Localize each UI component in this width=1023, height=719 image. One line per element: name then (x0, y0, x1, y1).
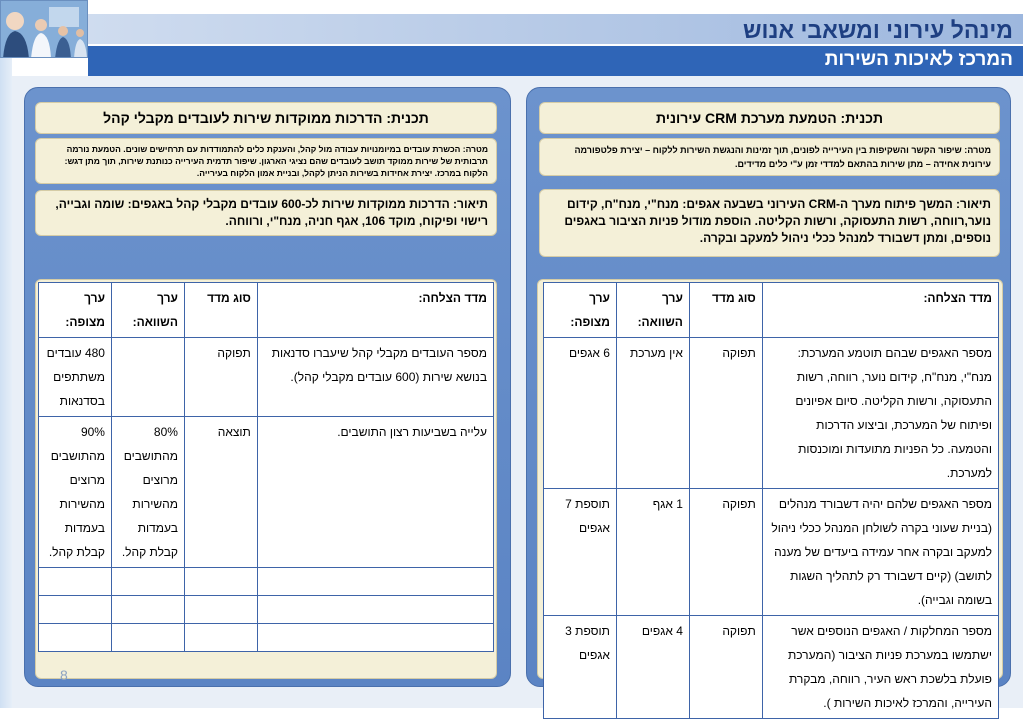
table-row (39, 338, 494, 417)
crm-description-box (539, 189, 1000, 257)
table-cell: מספר העובדים מקבלי קהל שיעברו סדנאות בנושא שירות (600 עובדים מקבלי קהל). (257, 338, 493, 417)
table-cell (184, 596, 257, 624)
table-cell (39, 596, 112, 624)
table-cell: תוספת 7 אגפים (544, 489, 617, 616)
training-plan-title-box (35, 102, 497, 134)
table-row (544, 616, 999, 719)
table-row (39, 596, 494, 624)
table-cell: תוצאה (184, 417, 257, 568)
crm-goal-text: מטרה: שיפור הקשר והשקיפות בין העירייה לפונים, תוך זמינות והנגשת השירות ללקוח – יצירת פלטפורמה עירונית אחידה – מתן שירות בהתאם למדדי זמן ע"י כלים מדידים. (574, 145, 991, 169)
crm-plan-panel (526, 87, 1011, 710)
table-cell: תוספת 3 אגפים (544, 616, 617, 719)
header-expected-value: ערך מצופה: (544, 283, 617, 338)
office-people-image (1, 1, 88, 58)
table-cell: 90% מהתושבים מרוצים מהשירות בעמדות קבלת קהל. (39, 417, 112, 568)
table-cell (39, 624, 112, 652)
header-success-metric: מדד הצלחה: (257, 283, 493, 338)
table-cell: מספר האגפים שלהם יהיה דשבורד מנהלים (בניית שעוני בקרה לשולחן המנהל ככלי ניהול למעקב ובקרה אחר עמידה ביעדים של מענה לתושב) (קיים דשבורד רק לתהליך השגות בשומה וגבייה). (762, 489, 998, 616)
crm-metrics-table (543, 282, 999, 719)
page-number: 8 (60, 667, 68, 683)
training-table-frame (35, 279, 497, 679)
table-cell (257, 596, 493, 624)
table-cell: 480 עובדים משתתפים בסדנאות (39, 338, 112, 417)
table-row (39, 417, 494, 568)
header-metric-type: סוג מדד (689, 283, 762, 338)
table-cell: 4 אגפים (616, 616, 689, 719)
header-expected-value: ערך מצופה: (39, 283, 112, 338)
training-metrics-table (38, 282, 494, 652)
header-comparison-value: ערך השוואה: (111, 283, 184, 338)
table-cell (111, 338, 184, 417)
crm-table-frame (537, 279, 1003, 710)
table-cell (111, 596, 184, 624)
table-cell: תפוקה (689, 616, 762, 719)
table-row (39, 624, 494, 652)
table-cell: מספר האגפים שבהם תוטמע המערכת: מנח"י, מנח"ח, קידום נוער, רווחה, רשות התעסוקה, ורשות הקליטה. סיום אפיונים ופיתוח של המערכת, וביצוע הדרכות והטמעה. כל הפניות מתועדות ומוכנסות למערכת. (762, 338, 998, 489)
table-cell: 1 אגף (616, 489, 689, 616)
table-cell: 80% מהתושבים מרוצים מהשירות בעמדות קבלת קהל. (111, 417, 184, 568)
table-cell (39, 568, 112, 596)
training-description-text: תיאור: הדרכות ממוקדות שירות לכ-600 עובדים מקבלי קהל באגפים: שומה וגבייה, רישוי ופיקוח, מוקד 106, אגף חניה, מנח"י, ורווחה. (55, 197, 488, 228)
training-description-box (35, 190, 497, 236)
table-cell: 6 אגפים (544, 338, 617, 489)
table-cell (111, 624, 184, 652)
crm-plan-title: תכנית: הטמעת מערכת CRM עירונית (655, 110, 884, 126)
header-comparison-value: ערך השוואה: (616, 283, 689, 338)
table-cell (257, 568, 493, 596)
header-photo (0, 0, 88, 58)
decorative-strip (0, 58, 12, 708)
page-title: מינהל עירוני ומשאבי אנוש (743, 17, 1013, 43)
table-cell (111, 568, 184, 596)
header-success-metric: מדד הצלחה: (762, 283, 998, 338)
crm-plan-title-box (539, 102, 1000, 134)
table-row (544, 489, 999, 616)
table-cell (184, 568, 257, 596)
crm-description-text: תיאור: המשך פיתוח מערך ה-CRM העירוני בשבעה אגפים: מנח"י, מנח"ח, קידום נוער,רווחה, רשות התעסוקה, ורשות הקליטה. הוספת מודול פניות הציבור באגפים נוספים, ומתן דשבורד למנהל ככלי ניהול למעקב ובקרה. (564, 197, 991, 245)
table-cell: מספר המחלקות / האגפים הנוספים אשר ישתמשו במערכת פניות הציבור (המערכת פועלת בלשכת ראש העיר, רווחה, מבקרת העירייה, והמרכז לאיכות השירות ). (762, 616, 998, 719)
header-metric-type: סוג מדד (184, 283, 257, 338)
table-cell: תפוקה (184, 338, 257, 417)
table-header-row (39, 283, 494, 338)
table-row (39, 568, 494, 596)
page-subtitle: המרכז לאיכות השירות (824, 49, 1013, 70)
table-cell (184, 624, 257, 652)
table-header-row (544, 283, 999, 338)
training-plan-panel (24, 87, 511, 687)
table-cell: עלייה בשביעות רצון התושבים. (257, 417, 493, 568)
training-goal-text: מטרה: הכשרת עובדים במיומנויות עבודה מול קהל, והענקת כלים להתמודדות עם תרחישים שונים. הטמעת נורמה תרבותית של שירות ממוקד תושב לעובדים שהם נציגי הארגון. שיפור תדמית העירייה כנותנת שירות, תוך מתן דגש: הלקוח במרכז. יצירת אחידות בשירות הניתן לקהל, ובניית אמון הלקוח בעירייה. (64, 144, 488, 178)
table-cell: תפוקה (689, 489, 762, 616)
table-cell: אין מערכת (616, 338, 689, 489)
table-cell: תפוקה (689, 338, 762, 489)
training-plan-title: תכנית: הדרכות ממוקדות שירות לעובדים מקבלי קהל (103, 110, 429, 126)
table-row (544, 338, 999, 489)
table-cell (257, 624, 493, 652)
crm-goal-box (539, 138, 1000, 176)
training-goal-box (35, 138, 497, 184)
